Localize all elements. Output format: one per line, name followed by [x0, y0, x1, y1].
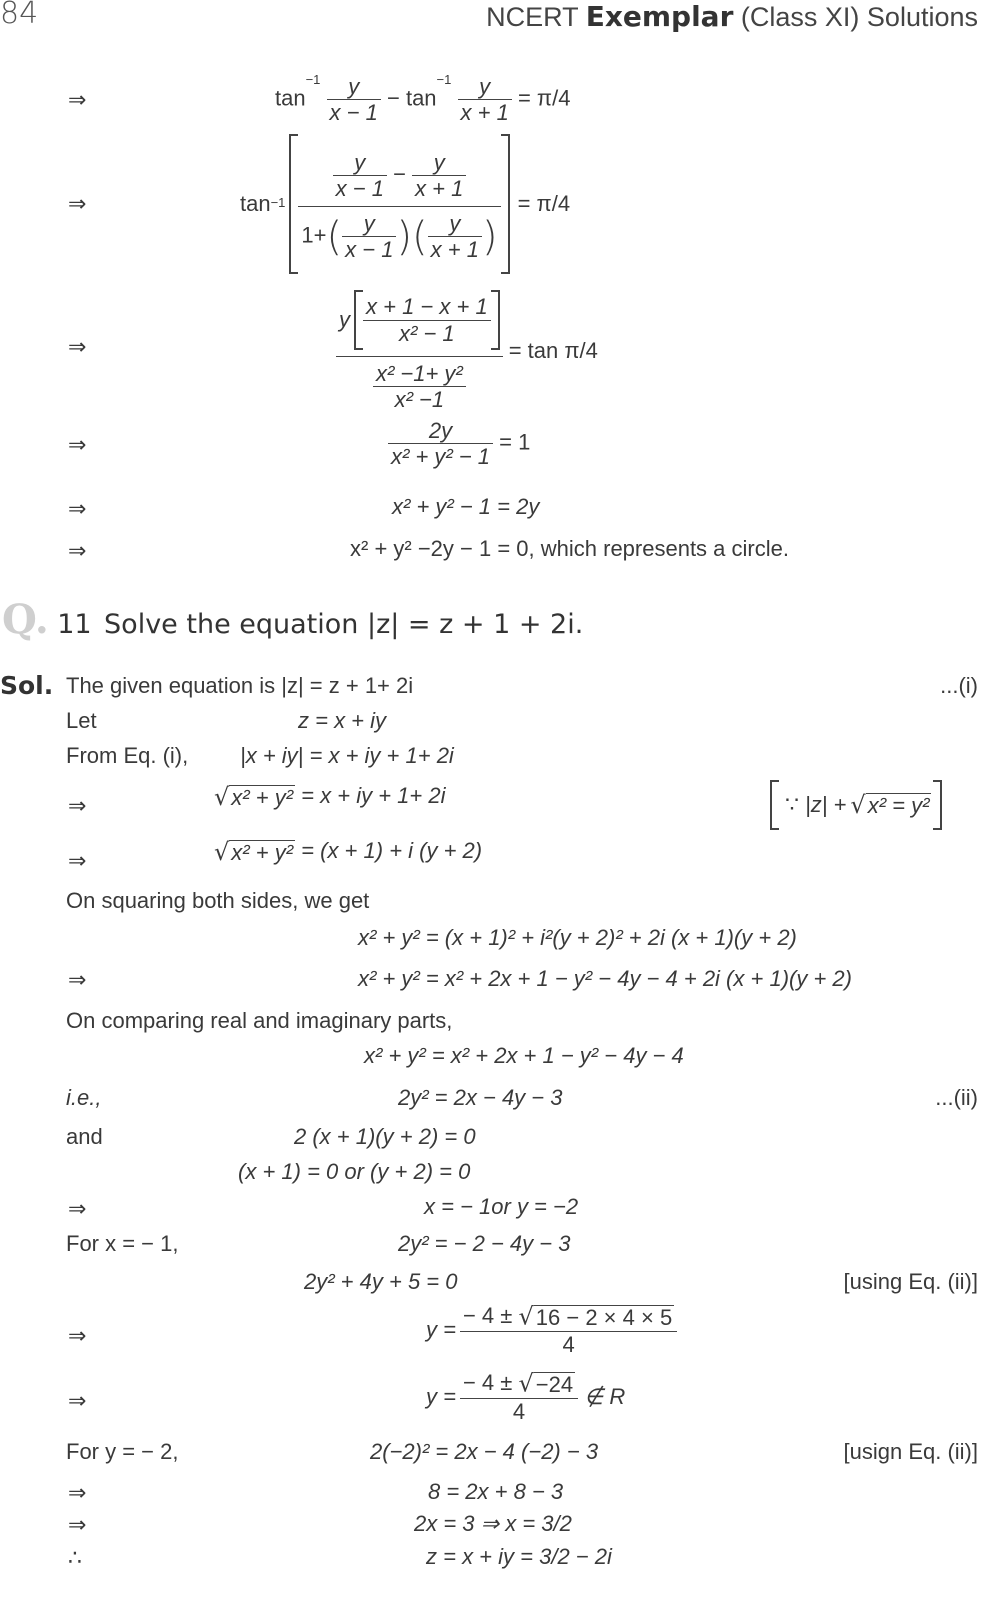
implies-symbol: ⇒	[68, 1389, 87, 1414]
implies-symbol: ⇒	[68, 794, 87, 819]
page-number: 84	[0, 0, 39, 31]
fraction: $\frac{y}{x - 1}$	[327, 74, 381, 126]
question-heading	[2, 596, 583, 643]
sol-row-16-eq: 2y² + 4y + 5 = 0	[304, 1269, 458, 1294]
sol-row-14: x = − 1or y = −2	[424, 1194, 579, 1219]
sol-row-3-eq: |x + iy| = x + iy + 1+ 2i	[240, 743, 454, 768]
question-number: 11	[57, 609, 92, 640]
because-note: ∵ |z| + √x² = y²	[770, 780, 942, 830]
equation-line-4: $\frac{2y}{\text{x² + y² − 1}}$ = 1	[388, 418, 530, 470]
sol-row-10: x² + y² = x² + 2x + 1 − y² − 4y − 4	[364, 1043, 684, 1068]
sol-row-12-label: and	[66, 1124, 103, 1149]
sol-row-6: On squaring both sides, we get	[66, 888, 370, 913]
sol-row-21: 2x = 3 ⇒ x = 3/2	[414, 1511, 572, 1536]
therefore-symbol: ∴	[68, 1546, 82, 1571]
implies-symbol: ⇒	[68, 433, 87, 458]
sol-row-1: The given equation is |z| = z + 1+ 2i	[66, 673, 414, 698]
solution-label: Sol.	[0, 671, 54, 700]
implies-symbol: ⇒	[68, 1197, 87, 1222]
sol-row-19-label: For y = − 2,	[66, 1439, 179, 1464]
compound-fraction: y $\frac{x + 1 - x + 1}{\text{x² − 1}}$ $\frac{\text{x² −1+ y²}}{\text{x² −1}}$	[336, 290, 503, 413]
sol-row-18: y = $\frac{- 4 \pm √-24}{4}$ ∉ R	[426, 1369, 626, 1424]
implies-symbol: ⇒	[68, 497, 87, 522]
implies-symbol: ⇒	[68, 192, 87, 217]
sol-row-3-label: From Eq. (i),	[66, 743, 189, 768]
sol-row-7: x² + y² = (x + 1)² + i²(y + 2)² + 2i (x + 1)(y + 2)	[358, 925, 797, 950]
header-bold: Exemplar	[585, 0, 734, 33]
header-suffix: (Class XI) Solutions	[740, 2, 978, 32]
equation-line-5: x² + y² − 1 = 2y	[392, 494, 540, 519]
question-text: Solve the equation |z| = z + 1 + 2i.	[104, 609, 584, 640]
left-bracket	[289, 134, 298, 274]
question-label: Q.	[2, 596, 49, 643]
implies-symbol: ⇒	[68, 539, 87, 564]
sol-row-4: √x² + y² = x + iy + 1+ 2i	[214, 783, 446, 812]
fraction: $\frac{y}{x + 1}$	[458, 74, 512, 126]
using-eq-ii-note-2: [usign Eq. (ii)]	[843, 1439, 978, 1464]
sol-row-22: z = x + iy = 3/2 − 2i	[426, 1544, 612, 1569]
sol-row-15-eq: 2y² = − 2 − 4y − 3	[398, 1231, 571, 1256]
sol-row-20: 8 = 2x + 8 − 3	[428, 1479, 564, 1504]
implies-symbol: ⇒	[68, 968, 87, 993]
sol-row-5: √x² + y² = (x + 1) + i (y + 2)	[214, 838, 483, 867]
sol-row-8: x² + y² = x² + 2x + 1 − y² − 4y − 4 + 2i (x + 1)(y + 2)	[358, 966, 852, 991]
right-bracket	[501, 134, 510, 274]
implies-symbol: ⇒	[68, 1513, 87, 1538]
sol-row-11-eq: 2y² = 2x − 4y − 3	[398, 1085, 563, 1110]
implies-symbol: ⇒	[68, 849, 87, 874]
equation-ref-ii: ...(ii)	[935, 1085, 978, 1110]
equation-line-2: tan $^{-1}$ $\frac{y}{x - 1}$ − $\frac{y}{x + 1}$ 1+( $\frac{y}{x - 1}$ )( $\frac{y}{x + 1}$ ) = π/4	[240, 134, 570, 274]
equation-line-1: $\tan^{-1}$ $\frac{y}{x - 1}$ − $\tan^{-1}$ $\frac{y}{x + 1}$ = π/4	[275, 72, 571, 126]
implies-symbol: ⇒	[68, 335, 87, 360]
equation-line-6: x² + y² −2y − 1 = 0, which represents a circle.	[350, 536, 789, 561]
running-header	[486, 0, 978, 33]
sol-row-11-label: i.e.,	[66, 1085, 102, 1110]
sol-row-2-eq: z = x + iy	[298, 708, 387, 733]
sol-row-13: (x + 1) = 0 or (y + 2) = 0	[238, 1159, 471, 1184]
implies-symbol: ⇒	[68, 1324, 87, 1349]
equation-line-3: y $\frac{x + 1 - x + 1}{\text{x² − 1}}$ $\frac{\text{x² −1+ y²}}{\text{x² −1}}$ = tan π/4	[336, 290, 598, 413]
sol-row-12-eq: 2 (x + 1)(y + 2) = 0	[294, 1124, 476, 1149]
sol-row-15-label: For x = − 1,	[66, 1231, 179, 1256]
implies-symbol: ⇒	[68, 88, 87, 113]
compound-fraction: $\frac{y}{x - 1}$ − $\frac{y}{x + 1}$ 1+( $\frac{y}{x - 1}$ )( $\frac{y}{x + 1}$ )	[298, 146, 500, 262]
sol-row-9: On comparing real and imaginary parts,	[66, 1008, 453, 1033]
header-prefix: NCERT	[486, 2, 579, 32]
implies-symbol: ⇒	[68, 1481, 87, 1506]
sol-row-19-eq: 2(−2)² = 2x − 4 (−2) − 3	[370, 1439, 599, 1464]
sol-row-17: y = $\frac{- 4 \pm √16 - 2 \times 4 \times 5}{4}$	[426, 1303, 677, 1357]
sol-row-2-label: Let	[66, 708, 97, 733]
equation-ref-i: ...(i)	[940, 673, 978, 698]
using-eq-ii-note: [using Eq. (ii)]	[843, 1269, 978, 1294]
